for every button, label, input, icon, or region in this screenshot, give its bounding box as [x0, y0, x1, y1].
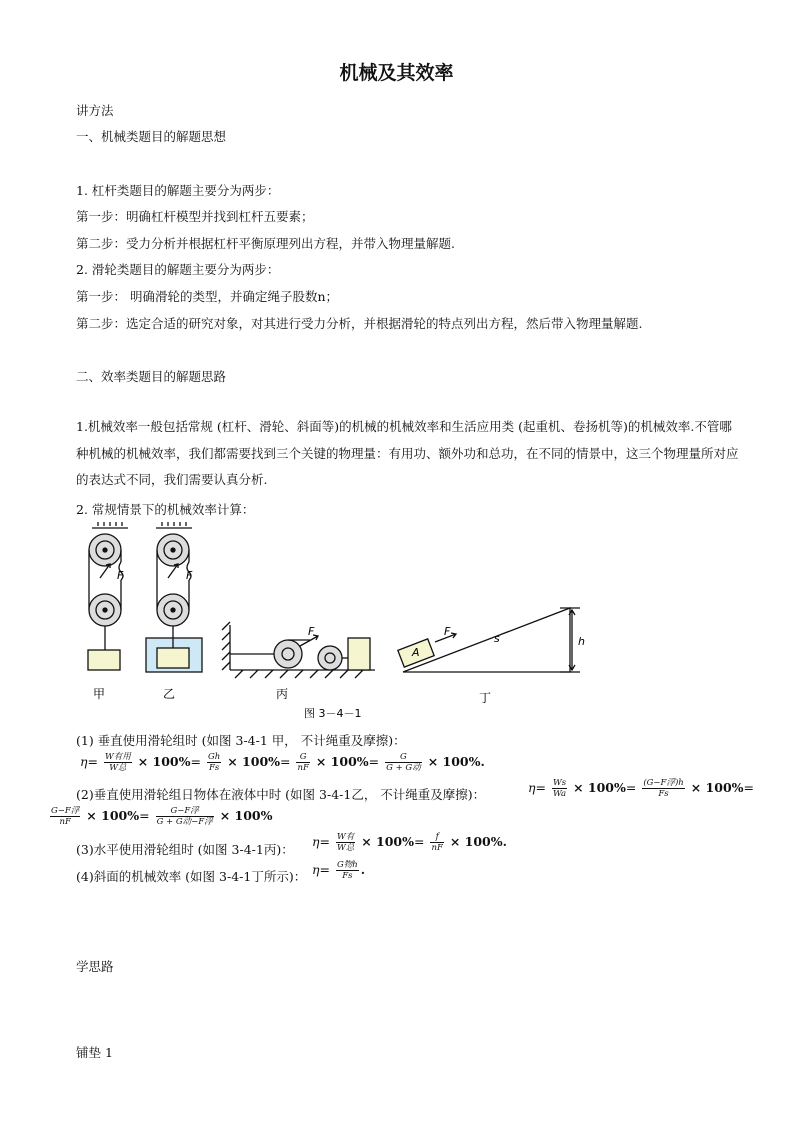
horizontal-pulley-bing [222, 622, 375, 678]
height-label-h: h [578, 635, 585, 648]
case2-formula-part2: $\frac{\text{G−F浮}}{nF}$ × 100%= $\frac{\text{G−F浮}}{\text{G + G动−F浮}}$ × 100% [51, 806, 273, 827]
case2-formula-part1: η= $\frac{Ws}{Wa}$ × 100%= $\frac{\text{(G−F浮)h}}{Fs}$ × 100%= [528, 778, 755, 799]
pulley-intro: 2. 滑轮类题目的解题主要分为两步： [76, 262, 280, 277]
force-label-ding: F [444, 625, 451, 638]
heading-mechanics: 一、机械类题目的解题思想 [76, 129, 227, 144]
section-learn: 学思路 [76, 959, 114, 974]
case3-formula: η= $\frac{\text{W有}}{\text{W总}}$ × 100%= $\frac{f}{nF}$ × 100%. [312, 832, 507, 853]
label-ding: 丁 [479, 691, 492, 705]
case2-text: (2)垂直使用滑轮组日物体在液体中时 (如图 3-4-1乙， 不计绳重及摩擦)： [76, 787, 486, 802]
label-jia: 甲 [93, 687, 106, 701]
label-yi: 乙 [163, 687, 176, 701]
figure-3-4-1 [60, 520, 600, 720]
case4-text: (4)斜面的机械效率 (如图 3-4-1丁所示)： [76, 869, 307, 884]
pulley-step1: 第一步： 明确滑轮的类型，并确定绳子股数n； [76, 289, 339, 304]
page-title: 机械及其效率 [339, 62, 454, 84]
case1-text: (1) 垂直使用滑轮组时 (如图 3-4-1 甲， 不计绳重及摩擦)： [76, 733, 406, 748]
case3-text: (3)水平使用滑轮组时 (如图 3-4-1丙)： [76, 842, 294, 857]
pulley-block-yi [146, 522, 202, 672]
force-label-bing: F [308, 625, 315, 638]
label-bing: 丙 [276, 687, 289, 701]
pulley-block-jia [88, 522, 128, 670]
incline-ding [398, 608, 580, 672]
lever-step2: 第二步：受力分析并根据杠杆平衡原理列出方程，并带入物理量解题. [76, 236, 455, 251]
efficiency-paragraph: 1.机械效率一般包括常规 (杠杆、滑轮、斜面等)的机械的机械效率和生活应用类 (起重机、卷扬机等)的机械效率.不管哪种机械的机械效率，我们都需要找到三个关键的物理量：有用功、额外功和总功，在不同的情景中，这三个物理量所对应的表达式不同，我们需要认真分析. [76, 419, 739, 487]
case1-formula: η= $\frac{\text{W有用}}{\text{W总}}$ × 100%= $\frac{Gh}{Fs}$ × 100%= $\frac{G}{nF}$ × 100%= $\frac{G}{\text{G + G动}}$ × 100%. [80, 752, 485, 773]
block-label-a: A [412, 646, 420, 659]
case4-formula: η= $\frac{\text{G物h}}{Fs}$ . [312, 860, 366, 881]
slope-label-s: s [494, 632, 500, 645]
calc-intro: 2. 常规情景下的机械效率计算： [76, 502, 255, 517]
force-label-yi: F [186, 569, 193, 582]
lever-step1: 第一步：明确杠杆模型并找到杠杆五要素； [76, 209, 314, 224]
figure-caption: 图 3－4－1 [304, 707, 362, 720]
section-method: 讲方法 [76, 103, 114, 118]
lever-intro: 1. 杠杆类题目的解题主要分为两步： [76, 183, 280, 198]
force-label-jia: F [117, 569, 124, 582]
pulley-step2: 第二步：选定合适的研究对象，对其进行受力分析，并根据滑轮的特点列出方程，然后带入物理量解题. [76, 316, 643, 331]
pad-1: 铺垫 1 [76, 1045, 113, 1060]
heading-efficiency: 二、效率类题目的解题思路 [76, 369, 227, 384]
